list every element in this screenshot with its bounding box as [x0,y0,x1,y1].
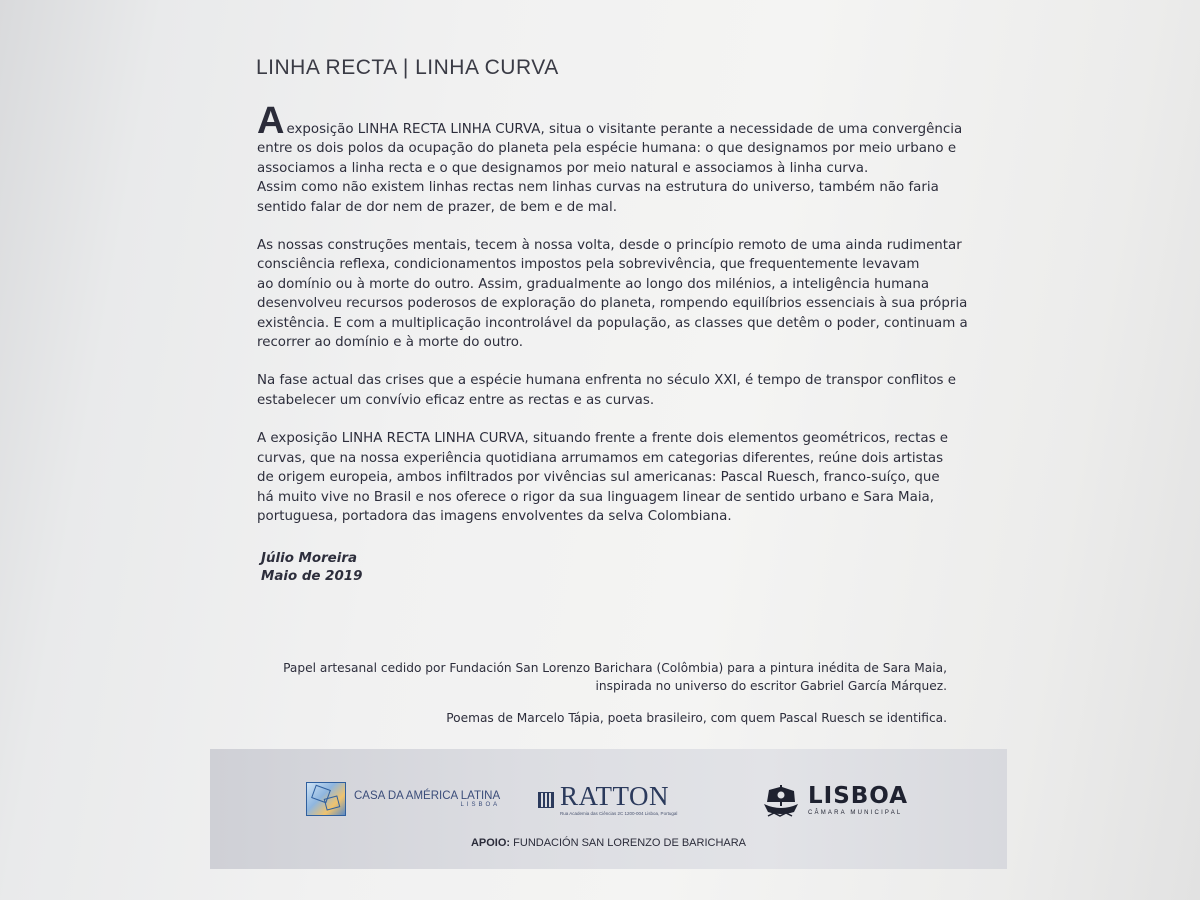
intro-line: Assim como não existem linhas rectas nem linhas curvas na estrutura do universo, também não faria [257,180,939,196]
paragraph4-line: curvas, que na nossa experiência quotidiana arrumamos em categorias diferentes, reúne dois artistas [257,450,944,466]
paragraph2-line: As nossas construções mentais, tecem à nossa volta, desde o princípio remoto de uma ainda rudimentar [257,238,962,254]
signature [261,550,362,586]
apoio-label: APOIO: [470,837,511,849]
casa-america-latina-logo [306,782,500,816]
paragraph3-line: Na fase actual das crises que a espécie humana enfrenta no século XXI, é tempo de transpor conflitos e [257,373,957,389]
ratton-sub: Rua Academia das Ciências 2C 1200-004 Lisboa, Portugal [560,811,678,816]
tile-icon [538,792,554,808]
ratton-logo [538,783,677,816]
signature-date: Maio de 2019 [261,569,363,584]
apoio-text: FUNDACIÓN SAN LORENZO DE BARICHARA [513,837,747,849]
paragraph2-line: existência. E com a multiplicação incontrolável da população, as classes que detêm o poder, continuam a [257,315,968,331]
paragraph2-line: consciência reflexa, condicionamentos impostos pela sobrevivência, que frequentemente levavam [257,257,920,273]
paragraph2-line: ao domínio ou à morte do outro. Assim, gradualmente ao longo dos milénios, a inteligência humana [257,276,930,292]
paragraph2-line: recorrer ao domínio e à morte do outro. [257,335,524,351]
credits [283,659,947,727]
credits-line: Papel artesanal cedido por Fundación San Lorenzo Barichara (Colômbia) para a pintura inédita de Sara Maia, [283,661,947,675]
intro-line: associamos a linha recta e o que designamos por meio natural e associamos à linha curva. [257,160,869,176]
ratton-name: RATTON [560,781,670,811]
intro-line: sentido falar de dor nem de prazer, de bem e de mal. [257,199,617,215]
intro-line: entre os dois polos da ocupação do planeta pela espécie humana: o que designamos por meio urbano e [257,141,957,157]
paragraph4-line: portuguesa, portadora das imagens envolventes da selva Colombiana. [257,508,732,524]
apoio-line [210,837,1007,849]
credits-line: inspirada no universo do escritor Gabriel García Márquez. [595,679,947,693]
paragraph2-line: desenvolveu recursos poderosos de exploração do planeta, rompendo equilíbrios essenciais à sua própria [257,296,968,312]
page-title: LINHA RECTA | LINHA CURVA [256,56,559,79]
lisboa-name: LISBOA [808,783,909,809]
map-icon [306,782,346,816]
casa-city: LISBOA [460,802,501,808]
paragraph4-line: A exposição LINHA RECTA LINHA CURVA, situando frente a frente dois elementos geométricos, rectas e [257,431,949,447]
casa-name: CASA DA AMÉRICA LATINA [354,790,501,802]
credits-line: Poemas de Marcelo Tápia, poeta brasileiro, com quem Pascal Ruesch se identifica. [446,711,947,725]
paragraph4-line: há muito vive no Brasil e nos oferece o rigor da sua linguagem linear de sentido urbano e Sara Maia, [257,489,934,505]
lisboa-sub: CÂMARA MUNICIPAL [808,810,903,816]
ship-icon [760,782,802,818]
drop-cap: A [257,100,285,142]
exhibition-text [257,100,968,526]
lisboa-logo [760,782,908,818]
sponsor-band [210,749,1007,869]
intro-first-line: Aexposição LINHA RECTA LINHA CURVA, situa o visitante perante a necessidade de uma convergência [257,100,963,142]
paragraph3-line: estabelecer um convívio eficaz entre as rectas e as curvas. [257,392,655,408]
paragraph4-line: de origem europeia, ambos infiltrados por vivências sul americanas: Pascal Ruesch, franco-suíço, que [257,470,940,486]
signature-author: Júlio Moreira [261,551,357,566]
